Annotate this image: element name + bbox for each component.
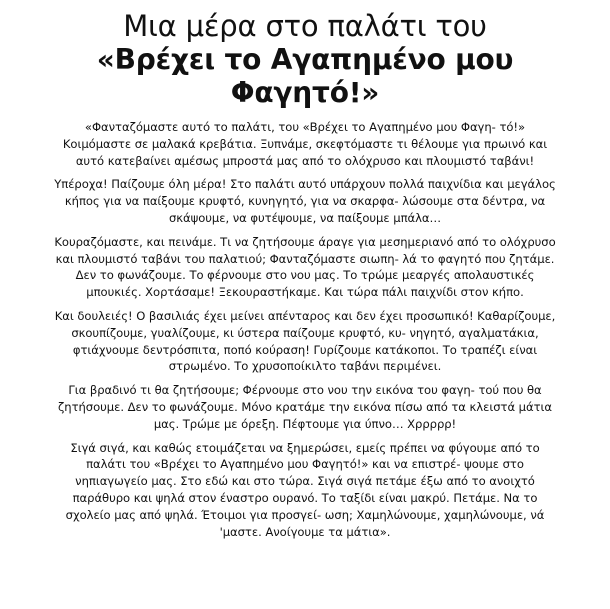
page-title	[52, 10, 558, 109]
title-line-2: «Βρέχει το Αγαπημένο μου Φαγητό!»	[96, 43, 514, 109]
paragraph-3: Κουραζόμαστε, και πεινάμε. Τι να ζητήσουμε άραγε για μεσημεριανό από το ολόχρυσο και πλουμιστό ταβάνι του παλατιού; Φανταζόμαστε σιωπη- λά το φαγητό που ζητάμε. Δεν το φωνάζουμε. Το φέρνουμε στο νου μας. Το τρώμε μεαργές απολαυστικές μπουκιές. Χορτάσαμε! Ξεκουραστήκαμε. Και τώρα πάλι παιχνίδι στον κήπο.	[54, 234, 556, 300]
title-line-1: Μια μέρα στο παλάτι του	[123, 9, 487, 43]
paragraph-1: «Φανταζόμαστε αυτό το παλάτι, του «Βρέχει το Αγαπημένο μου Φαγη- τό!» Κοιμόμαστε σε μαλακά κρεβάτια. Ξυπνάμε, σκεφτόμαστε τι θέλουμε για πρωινό και αυτό κατεβαίνει αμέσως μπροστά μας από το ολόχρυσο και πλουμιστό ταβάνι!	[62, 120, 548, 168]
paragraph-6: Σιγά σιγά, και καθώς ετοιμάζεται να ξημερώσει, εμείς πρέπει να φύγουμε από το παλάτι του «Βρέχει το Αγαπημένο μου Φαγητό!» και να επιστρέ- ψουμε στο νηπιαγωγείο μας. Στο εδώ και στο τώρα. Σιγά σιγά πετάμε έξω από το ανοιχτό παράθυρο και ψηλά στον έναστρο ουρανό. Το ταξίδι είναι μακρύ. Πετάμε. Να το σχολείο μας από ψηλά. Έτοιμοι για προσγεί- ωση; Χαμηλώνουμε, χαμηλώνουμε, νά 'μαστε. Ανοίγουμε τα μάτια».	[65, 440, 545, 539]
paragraph-5: Για βραδινό τι θα ζητήσουμε; Φέρνουμε στο νου την εικόνα του φαγη- τού που θα ζητήσουμε. Δεν το φωνάζουμε. Μόνο κρατάμε την εικόνα πίσω από τα κλειστά μάτια μας. Τρώμε με όρεξη. Πέφτουμε για ύπνο… Χρρρρρ!	[58, 383, 552, 431]
paragraph-2: Υπέροχα! Παίζουμε όλη μέρα! Στο παλάτι αυτό υπάρχουν πολλά παιχνίδια και μεγάλος κήπος για να παίξουμε κρυφτό, κυνηγητό, για να σκαρφα- λώσουμε στα δέντρα, να σκάψουμε, να φυτέψουμε, να παίξουμε μπάλα…	[54, 177, 556, 225]
paragraph-4: Και δουλειές! Ο βασιλιάς έχει μείνει απένταρος και δεν έχει προσωπικό! Καθαρίζουμε, σκουπίζουμε, γυαλίζουμε, κι ύστερα παίζουμε κρυφτό, κυ- νηγητό, αγαλματάκια, φτιάχνουμε δεντρόσπιτα, ποπό κούραση! Γυρίζουμε κατάκοποι. Το τραπέζι είναι στρωμένο. Το χρυσοποίκιλτο ταβάνι περιμένει.	[54, 308, 556, 374]
